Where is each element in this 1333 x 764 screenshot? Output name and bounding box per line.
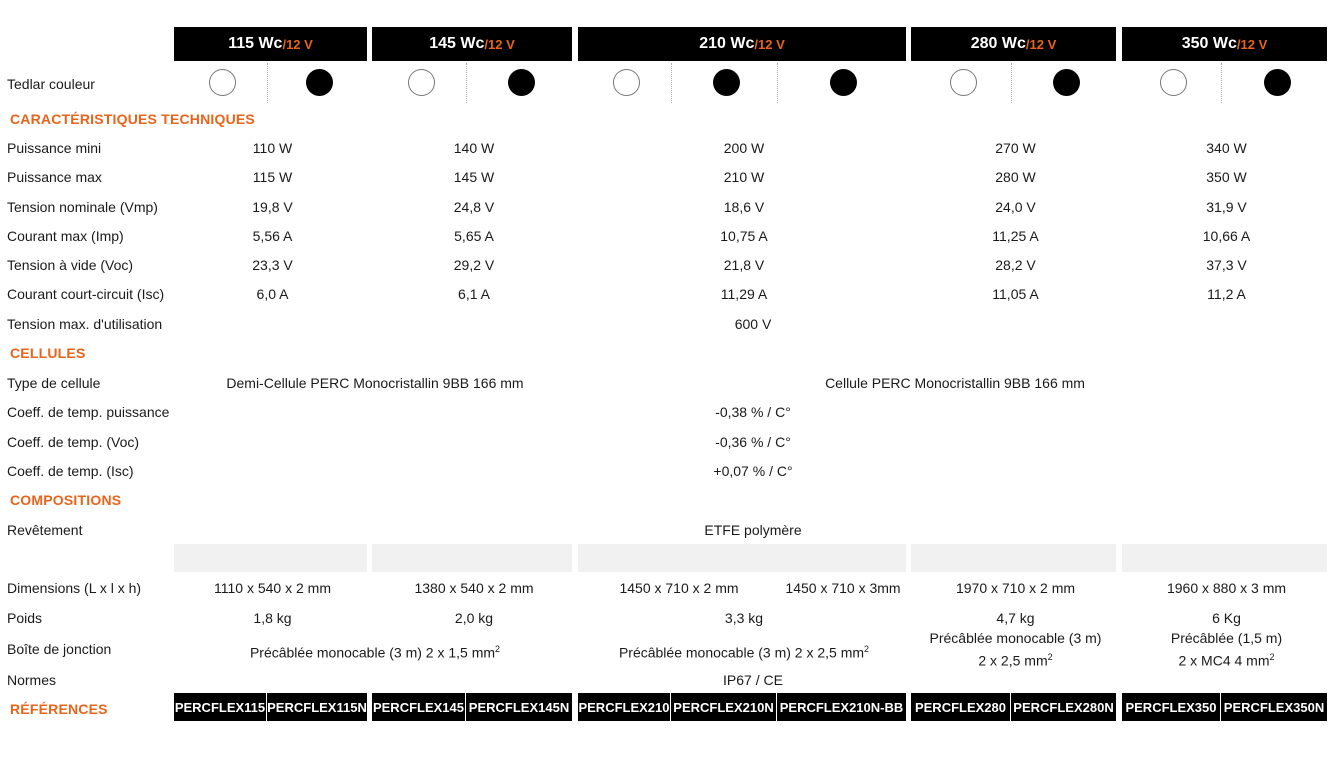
color-swatch-white: [1160, 69, 1187, 96]
header-volt: /12 V: [754, 36, 785, 52]
cell-value: 21,8 V: [723, 257, 765, 273]
header-volt: /12 V: [1025, 36, 1057, 52]
reference-code: PERCFLEX210N-BB: [777, 693, 906, 721]
cell-value: -0,38 % / C°: [715, 404, 791, 420]
header-210: [578, 27, 906, 61]
cell-value: 11,29 A: [720, 286, 768, 302]
cell-value: ETFE polymère: [704, 522, 802, 538]
header-280: [911, 27, 1116, 61]
junction-box-text: Précâblée monocable (3 m) 2 x 1,5 mm: [249, 644, 496, 661]
cell-value: Demi-Cellule PERC Monocristallin 9BB 166 mm: [226, 375, 524, 391]
reference-code: PERCFLEX145N: [466, 693, 572, 721]
header-power: 145 Wc: [429, 35, 485, 52]
section-title-compositions: COMPOSITIONS: [10, 492, 122, 508]
reference-code: PERCFLEX210N: [671, 693, 776, 721]
header-volt: /12 V: [484, 36, 515, 52]
color-swatch-black: [830, 69, 857, 96]
cell-value: 11,2 A: [1207, 286, 1246, 302]
junction-box-text: 2 x MC4 4 mm: [1178, 652, 1270, 669]
cell-value: 23,3 V: [252, 257, 293, 273]
cell-value: 2,0 kg: [454, 610, 494, 626]
reference-code: PERCFLEX210: [578, 693, 670, 721]
reference-code: PERCFLEX145: [372, 693, 465, 721]
cell-value: 110 W: [252, 140, 293, 156]
label-vmp: Tension nominale (Vmp): [7, 199, 158, 215]
color-swatch-white: [950, 69, 977, 96]
cell-value: 28,2 V: [995, 257, 1036, 273]
cell-value: 200 W: [723, 140, 765, 156]
cell-value: 1960 x 880 x 3 mm: [1166, 580, 1287, 596]
label-dimensions: Dimensions (L x l x h): [7, 580, 142, 596]
cell-value: +0,07 % / C°: [713, 463, 793, 479]
color-swatch-white: [408, 69, 435, 96]
cell-value: [911, 629, 1120, 671]
image-placeholder: [1122, 544, 1327, 572]
cell-value: 5,56 A: [252, 228, 293, 244]
cell-value: 11,25 A: [992, 228, 1039, 244]
cell-value: 24,0 V: [995, 199, 1036, 215]
superscript: 2: [864, 644, 870, 654]
cell-value: 280 W: [995, 169, 1036, 185]
cell-value: 145 W: [453, 169, 495, 185]
cell-value: 11,05 A: [992, 286, 1039, 302]
image-placeholder: [174, 544, 367, 572]
image-placeholder: [372, 544, 572, 572]
header-power: 280 Wc: [970, 35, 1026, 52]
cell-value: 24,8 V: [453, 199, 495, 215]
image-placeholder: [911, 544, 1116, 572]
color-swatch-white: [209, 69, 236, 96]
cell-value: 6 Kg: [1212, 610, 1241, 626]
cell-value: 115 W: [252, 169, 293, 185]
cell-value: 6,1 A: [458, 286, 490, 302]
divider: [671, 63, 672, 103]
color-swatch-black: [306, 69, 333, 96]
label-power-min: Puissance mini: [7, 140, 102, 156]
header-volt: /12 V: [1236, 36, 1268, 52]
header-power: 350 Wc: [1181, 35, 1237, 52]
label-power-max: Puissance max: [7, 169, 102, 185]
color-swatch-white: [613, 69, 640, 96]
label-tedlar: Tedlar couleur: [7, 76, 95, 92]
label-norms: Normes: [7, 672, 57, 688]
cell-value: 31,9 V: [1206, 199, 1247, 215]
junction-box-text: Précâblée (1,5 m): [1170, 630, 1283, 646]
cell-value: 270 W: [995, 140, 1036, 156]
reference-code: PERCFLEX280N: [1011, 693, 1116, 721]
cell-value: 10,75 A: [720, 228, 768, 244]
cell-value: 29,2 V: [453, 257, 495, 273]
label-junction-box: Boîte de jonction: [7, 641, 112, 657]
label-imp: Courant max (Imp): [7, 228, 124, 244]
divider: [466, 63, 467, 103]
cell-value: 1450 x 710 x 3mm: [785, 580, 901, 596]
divider: [1011, 63, 1012, 103]
cell-value: 1,8 kg: [253, 610, 292, 626]
label-coef-isc: Coeff. de temp. (Isc): [7, 463, 134, 479]
reference-code: PERCFLEX115N: [267, 693, 367, 721]
color-swatch-black: [1264, 69, 1291, 96]
label-weight: Poids: [7, 610, 43, 626]
color-swatch-black: [713, 69, 740, 96]
cell-value: [1122, 629, 1331, 671]
cell-value: 18,6 V: [723, 199, 765, 215]
label-coating: Revêtement: [7, 522, 83, 538]
color-swatch-black: [1053, 69, 1080, 96]
divider: [267, 63, 268, 103]
cell-value: 10,66 A: [1202, 228, 1251, 244]
junction-box-text-line2: [1122, 648, 1331, 671]
color-swatch-black: [508, 69, 535, 96]
cell-value: 600 V: [734, 316, 772, 332]
header-115: [174, 27, 367, 61]
cell-value: 19,8 V: [252, 199, 293, 215]
cell-value: 6,0 A: [256, 286, 289, 302]
cell-value: 340 W: [1206, 140, 1247, 156]
header-350: [1122, 27, 1327, 61]
cell-value: 3,3 kg: [724, 610, 764, 626]
cell-value: 1380 x 540 x 2 mm: [414, 580, 534, 596]
cell-value: 140 W: [453, 140, 495, 156]
cell-value: 350 W: [1206, 169, 1247, 185]
label-coef-voc: Coeff. de temp. (Voc): [7, 434, 140, 450]
label-cell-type: Type de cellule: [7, 375, 101, 391]
junction-box-text: Précâblée monocable (3 m): [929, 630, 1102, 646]
label-vmax: Tension max. d'utilisation: [7, 316, 163, 332]
image-placeholder: [578, 544, 906, 572]
reference-code: PERCFLEX115: [174, 693, 266, 721]
superscript: 2: [1269, 652, 1275, 662]
header-power: 115 Wc: [228, 35, 283, 52]
section-title-cells: CELLULES: [10, 345, 86, 361]
cell-value: 4,7 kg: [996, 610, 1035, 626]
cell-value: 1970 x 710 x 2 mm: [955, 580, 1076, 596]
cell-value: -0,36 % / C°: [715, 434, 791, 450]
junction-box-text-line2: [911, 648, 1120, 671]
header-power: 210 Wc: [699, 35, 755, 52]
superscript: 2: [1047, 652, 1053, 662]
cell-value: IP67 / CE: [723, 672, 783, 688]
label-coef-power: Coeff. de temp. puissance: [7, 404, 170, 420]
divider: [777, 63, 778, 103]
cell-value: 5,65 A: [454, 228, 494, 244]
cell-value: 37,3 V: [1206, 257, 1247, 273]
cell-value: 1110 x 540 x 2 mm: [214, 580, 331, 596]
header-volt: /12 V: [282, 36, 313, 52]
reference-code: PERCFLEX280: [911, 693, 1010, 721]
divider: [1221, 63, 1222, 103]
cell-value: [174, 639, 576, 659]
junction-box-text: 2 x 2,5 mm: [978, 652, 1048, 669]
section-title-references: RÉFÉRENCES: [10, 701, 108, 717]
label-voc: Tension à vide (Voc): [7, 257, 134, 273]
section-title-technical: CARACTÉRISTIQUES TECHNIQUES: [10, 111, 255, 127]
label-isc: Courant court-circuit (Isc): [7, 286, 165, 302]
reference-code: PERCFLEX350: [1122, 693, 1220, 721]
superscript: 2: [495, 644, 501, 654]
cell-value: 210 W: [723, 169, 765, 185]
cell-value: 1450 x 710 x 2 mm: [619, 580, 739, 596]
cell-value: Cellule PERC Monocristallin 9BB 166 mm: [825, 375, 1085, 391]
header-145: [372, 27, 572, 61]
reference-code: PERCFLEX350N: [1221, 693, 1327, 721]
cell-value: [578, 639, 910, 659]
junction-box-text: Précâblée monocable (3 m) 2 x 2,5 mm: [618, 644, 865, 661]
